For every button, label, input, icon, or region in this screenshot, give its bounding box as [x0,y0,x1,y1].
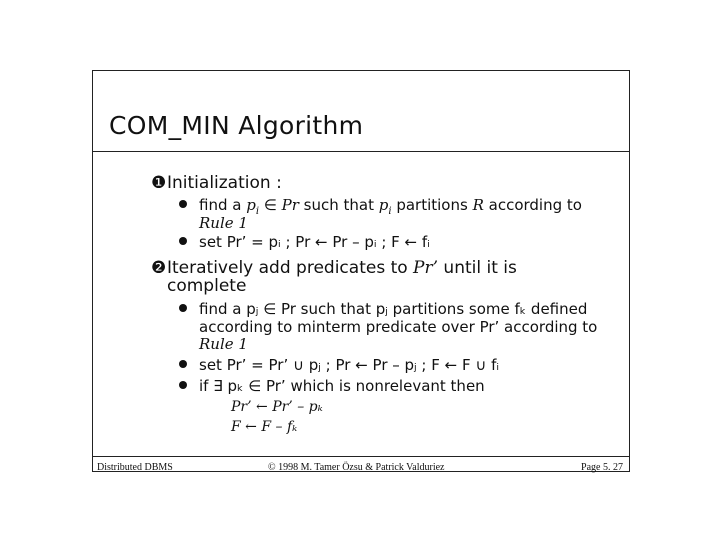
bullet-dot-icon [179,381,187,389]
step-1-bullet-1-continuation: Rule 1 [199,214,248,232]
title-divider [93,151,629,152]
step-2-heading-continuation: complete [167,276,247,296]
step-2-bullet-1-line-3: Rule 1 [199,335,248,353]
step-1-number: ❶ [151,173,167,193]
footer-page-number: Page 5. 27 [581,462,623,473]
bullet-dot-icon [179,304,187,312]
bullet-dot-icon [179,237,187,245]
bullet-dot-icon [179,200,187,208]
step-1-bullet-2: set Pr’ = pᵢ ; Pr ← Pr – pᵢ ; F ← fᵢ [179,234,430,250]
footer-divider [93,456,629,457]
step-2-sub-line-1: Pr’ ← Pr’ – pₖ [231,399,323,415]
step-1-bullet-1: find a $p_i$ ∈ Pr such that $p_i$ partitions R according to [179,197,582,220]
step-2-bullet-1-line-2: according to minterm predicate over Pr’ according to [199,318,598,336]
step-2-sub-line-2: F ← F – fₖ [231,419,298,435]
footer-copyright: © 1998 M. Tamer Özsu & Patrick Valduriez [268,462,445,473]
step-2-bullet-1: find a pⱼ ∈ Pr such that pⱼ partitions some fₖ defined [179,301,587,317]
bullet-dot-icon [179,360,187,368]
slide-frame [92,70,630,472]
step-2-heading: ❷Iteratively add predicates to Pr’ until it is [151,258,517,278]
step-2-bullet-3: if ∃ pₖ ∈ Pr’ which is nonrelevant then [179,378,485,394]
step-2-bullet-2: set Pr’ = Pr’ ∪ pⱼ ; Pr ← Pr – pⱼ ; F ← F ∪ fᵢ [179,357,499,373]
step-1-label: Initialization : [167,173,282,193]
footer-left: Distributed DBMS [97,462,173,473]
slide-title: COM_MIN Algorithm [109,111,364,140]
step-1-heading [151,174,282,192]
step-2-number: ❷ [151,258,167,278]
